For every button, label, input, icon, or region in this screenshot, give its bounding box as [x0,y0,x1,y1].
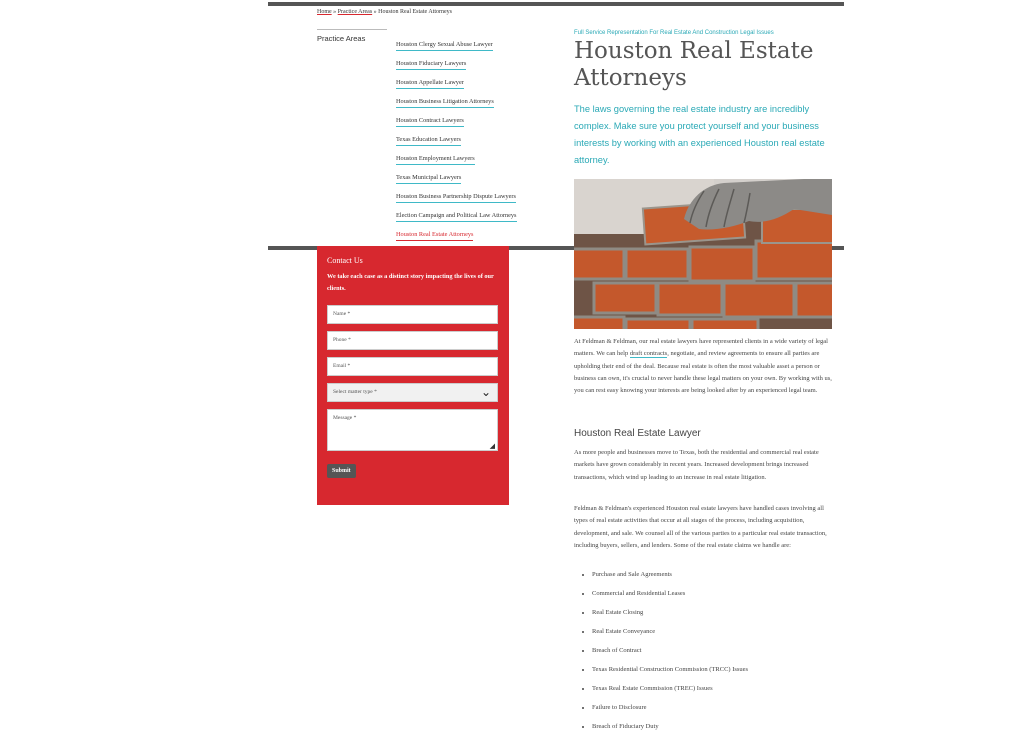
market-paragraph: As more people and businesses move to Texas, both the residential and commercial real estate markets have grown considerably in recent years. Increased development brings increased transactions, which wind up leading to an increase in real estate litigation. [574,449,819,481]
list-item: • Breach of Contract [592,647,842,666]
claims-list [578,571,842,742]
phone-field[interactable] [327,331,498,350]
sidebar-title: Practice Areas [317,34,366,43]
lead-paragraph: The laws governing the real estate industry are incredibly complex. Make sure you protect yourself and your business interests by working with an experienced Houston real estate attorney. [574,104,825,165]
sidebar-item [396,128,571,147]
list-item: • Real Estate Conveyance [592,628,842,647]
sidebar-item-active [396,223,571,242]
sidebar-item-link[interactable]: Houston Business Litigation Attorneys [396,98,494,108]
sidebar-item-link[interactable]: Houston Business Partnership Dispute Lawyers [396,193,516,203]
sidebar-item [396,90,571,109]
list-item: • Purchase and Sale Agreements [592,571,842,590]
draft-contracts-link[interactable]: draft contracts [629,350,668,358]
intro-text-a: At Feldman & Feldman, our real estate lawyers have represented clients in a wide variety of legal matters. We can help [574,338,828,358]
intro-text-b: , negotiate, and review agreements to ensure all parties are upholding their end of the deal. Because real estate is often the most valuable asset a person or business can own, it's crucial to never handle these legal matters on your own. By working with us, you can rest easy knowing your interests are being looked after by an experienced legal team. [574,350,832,395]
bricklaying-illustration [574,179,832,329]
breadcrumb-separator: » [372,9,379,15]
list-item: • Real Estate Closing [592,609,842,628]
sidebar-divider [317,29,387,30]
intro-paragraph [574,336,836,397]
list-item: • Failure to Disclosure [592,704,842,723]
sidebar-item-link[interactable]: Houston Fiduciary Lawyers [396,60,466,70]
page-title: Houston Real Estate Attorneys [574,38,814,91]
phone-field-placeholder: Phone * [333,337,351,343]
sidebar-item-link[interactable]: Houston Employment Lawyers [396,155,475,165]
matter-type-select[interactable] [327,383,498,402]
email-field-placeholder: Email * [333,363,351,369]
breadcrumb-separator: » [331,9,338,15]
name-field[interactable] [327,305,498,324]
list-item: • Commercial and Residential Leases [592,590,842,609]
breadcrumb-home[interactable]: Home [317,9,332,15]
submit-button[interactable]: Submit [327,464,356,478]
breadcrumb-practice-areas[interactable]: Practice Areas [337,9,373,15]
message-field-placeholder: Message * [333,415,357,421]
bricklaying-photo [574,179,832,329]
contact-form-panel [317,246,509,505]
sidebar-item [396,71,571,90]
sidebar-item-link[interactable]: Texas Education Lawyers [396,136,461,146]
sidebar-item-link-active[interactable]: Houston Real Estate Attorneys [396,231,473,241]
list-item: • Texas Residential Construction Commission (TRCC) Issues [592,666,842,685]
eyebrow-text: Full Service Representation For Real Estate And Construction Legal Issues [574,30,774,36]
sidebar-item [396,33,571,52]
sidebar-item-link[interactable]: Texas Municipal Lawyers [396,174,461,184]
contact-heading: Contact Us [327,256,363,265]
chevron-down-icon: ⌄ [480,385,491,399]
top-divider-bar [268,2,844,6]
sidebar-item-link[interactable]: Houston Clergy Sexual Abuse Lawyer [396,41,493,51]
resize-handle-icon[interactable]: ◢ [489,442,495,450]
list-item: • Breach of Fiduciary Duty [592,723,842,742]
sidebar-item [396,147,571,166]
email-field[interactable] [327,357,498,376]
breadcrumb [317,9,452,15]
contact-tagline: We take each case as a distinct story impacting the lives of our clients. [327,273,494,292]
sidebar-item-link[interactable]: Election Campaign and Political Law Attorneys [396,212,517,222]
sidebar-item-link[interactable]: Houston Appellate Lawyer [396,79,464,89]
name-field-placeholder: Name * [333,311,351,317]
sidebar-item [396,52,571,71]
list-item: • Texas Real Estate Commission (TREC) Issues [592,685,842,704]
breadcrumb-current: Houston Real Estate Attorneys [378,9,452,15]
sidebar-item [396,109,571,128]
sidebar-item [396,166,571,185]
sidebar-item-link[interactable]: Houston Contract Lawyers [396,117,464,127]
sidebar-item [396,204,571,223]
matter-type-value: Select matter type * [333,389,377,395]
practice-areas-list [396,33,571,242]
section-heading: Houston Real Estate Lawyer [574,428,701,439]
sidebar-item [396,185,571,204]
claims-intro-paragraph: Feldman & Feldman's experienced Houston real estate lawyers have handled cases involving all types of real estate activities that occur at all stages of the process, including acquisition, development, and sale. We counsel all of the various parties to a particular real estate transaction, including buyers, sellers, and lenders. Some of the real estate claims we handle are: [574,505,827,549]
message-field[interactable] [327,409,498,451]
